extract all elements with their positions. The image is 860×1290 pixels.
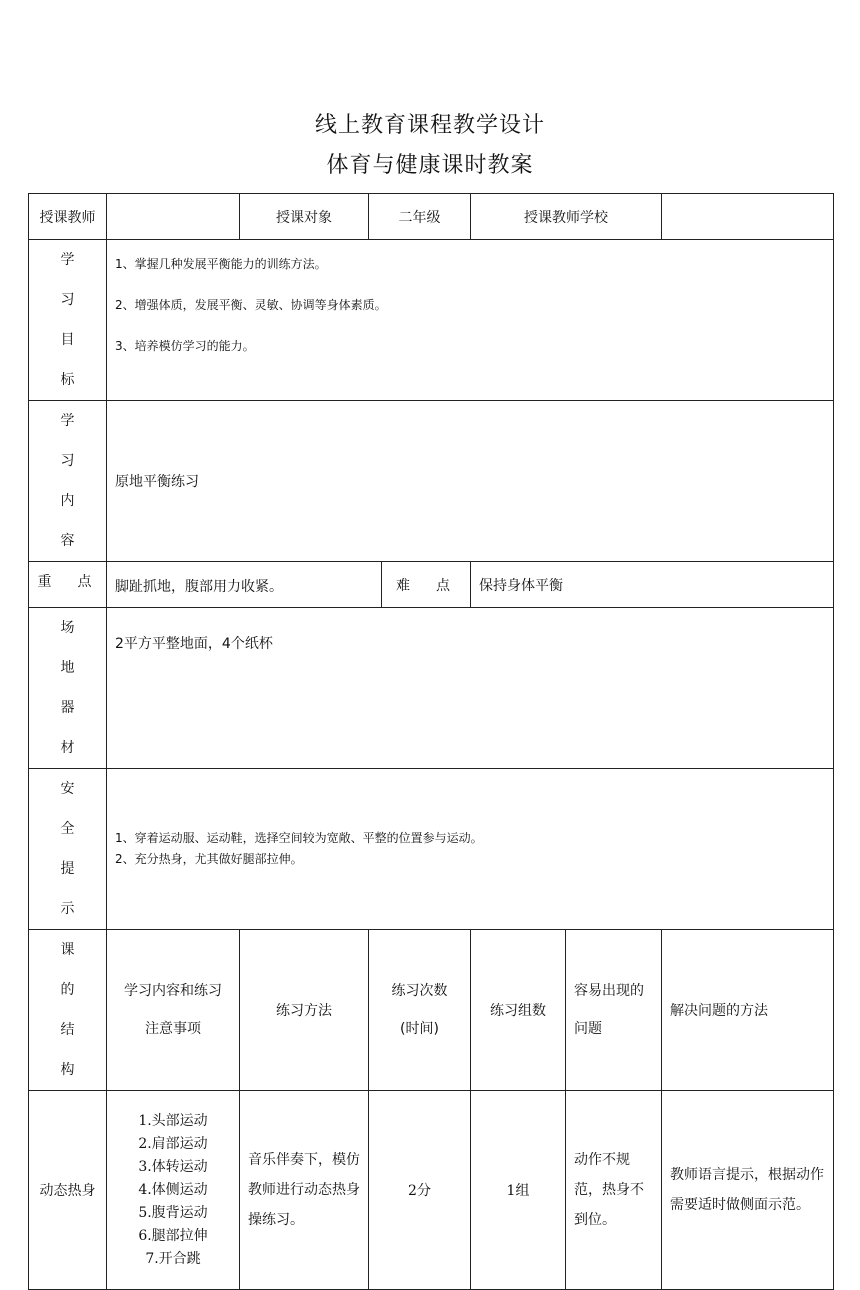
- venue-value: 2平方平整地面，4个纸杯: [107, 608, 834, 769]
- col-problems-header: [566, 930, 662, 1091]
- keypoints-row: [29, 562, 834, 608]
- sub-title: 体育与健康课时教案: [326, 153, 534, 178]
- warmup-problems: 动作不规范，热身不到位。: [566, 1091, 662, 1290]
- col-sets-header: 练习组数: [471, 930, 566, 1091]
- step-item: 7.开合跳: [145, 1250, 201, 1267]
- warmup-sets: 1组: [471, 1091, 566, 1290]
- goals-row: [29, 240, 834, 401]
- title-block: [0, 108, 860, 184]
- keypoint-label: 重 点: [29, 562, 107, 608]
- goals-label-line2: 目 标: [60, 332, 125, 388]
- structure-label-line2: 结 构: [60, 1022, 125, 1078]
- col-method-header: 练习方法: [240, 930, 369, 1091]
- goal-item: 2、增强体质，发展平衡、灵敏、协调等身体素质。: [115, 298, 387, 312]
- goal-item: 3、培养模仿学习的能力。: [115, 339, 255, 353]
- warmup-section: 动态热身: [29, 1091, 107, 1290]
- safety-row: [29, 769, 834, 930]
- col-reps-header-line1: 练习次数: [391, 983, 448, 999]
- col-content-header-line2: 注意事项: [145, 1021, 201, 1037]
- teacher-value: [107, 194, 240, 240]
- school-label: 授课教师学校: [471, 194, 662, 240]
- safety-item: 2、充分热身，尤其做好腿部拉伸。: [115, 852, 303, 866]
- step-item: 3.体转运动: [138, 1158, 208, 1175]
- main-title: 线上教育课程教学设计: [314, 113, 545, 138]
- venue-label-line1: 场 地: [60, 620, 125, 676]
- col-content-header-line1: 学习内容和练习: [124, 983, 222, 999]
- header-row: [29, 194, 834, 240]
- step-item: 4.体侧运动: [138, 1181, 208, 1198]
- content-label: [29, 401, 125, 562]
- venue-label: [29, 608, 125, 769]
- content-value: 原地平衡练习: [107, 401, 834, 562]
- safety-label: [29, 769, 125, 930]
- safety-list: [107, 769, 834, 930]
- col-reps-header-line2: (时间): [400, 1021, 439, 1037]
- safety-label-line1: 安 全: [60, 781, 125, 837]
- difficulty-label: 难 点: [382, 562, 471, 608]
- difficulty-value: 保持身体平衡: [471, 562, 834, 608]
- structure-label-line1: 课 的: [60, 942, 125, 998]
- warmup-row: [29, 1091, 834, 1290]
- content-row: [29, 401, 834, 562]
- target-label: 授课对象: [240, 194, 369, 240]
- warmup-duration: 2分: [369, 1091, 471, 1290]
- col-reps-header: [369, 930, 471, 1091]
- structure-label: [29, 930, 125, 1091]
- col-content-header: [107, 930, 240, 1091]
- target-value: 二年级: [369, 194, 471, 240]
- col-problems-header-line1: 容易出现的: [574, 983, 644, 999]
- col-problems-header-line2: 问题: [574, 1021, 602, 1037]
- goal-item: 1、掌握几种发展平衡能力的训练方法。: [115, 257, 327, 271]
- keypoint-value: 脚趾抓地，腹部用力收紧。: [107, 562, 382, 608]
- warmup-method: 音乐伴奏下，模仿教师进行动态热身操练习。: [240, 1091, 369, 1290]
- content-label-line2: 内 容: [60, 493, 125, 549]
- lesson-plan-table: [28, 193, 834, 1290]
- col-solutions-header: 解决问题的方法: [662, 930, 834, 1091]
- step-item: 5.腹背运动: [138, 1204, 208, 1221]
- school-value: [662, 194, 834, 240]
- step-item: 1.头部运动: [138, 1112, 208, 1129]
- goals-label-line1: 学 习: [60, 252, 125, 308]
- step-item: 6.腿部拉伸: [138, 1227, 208, 1244]
- safety-item: 1、穿着运动服、运动鞋，选择空间较为宽敞、平整的位置参与运动。: [115, 831, 483, 845]
- warmup-steps: [107, 1091, 240, 1290]
- venue-row: [29, 608, 834, 769]
- venue-label-line2: 器 材: [60, 700, 125, 756]
- step-item: 2.肩部运动: [138, 1135, 208, 1152]
- goals-label: [29, 240, 125, 401]
- safety-label-line2: 提 示: [60, 861, 125, 917]
- goals-list: [107, 240, 834, 401]
- warmup-solutions: 教师语言提示，根据动作需要适时做侧面示范。: [662, 1091, 834, 1290]
- teacher-label: 授课教师: [29, 194, 107, 240]
- structure-header-row: [29, 930, 834, 1091]
- content-label-line1: 学 习: [60, 413, 125, 469]
